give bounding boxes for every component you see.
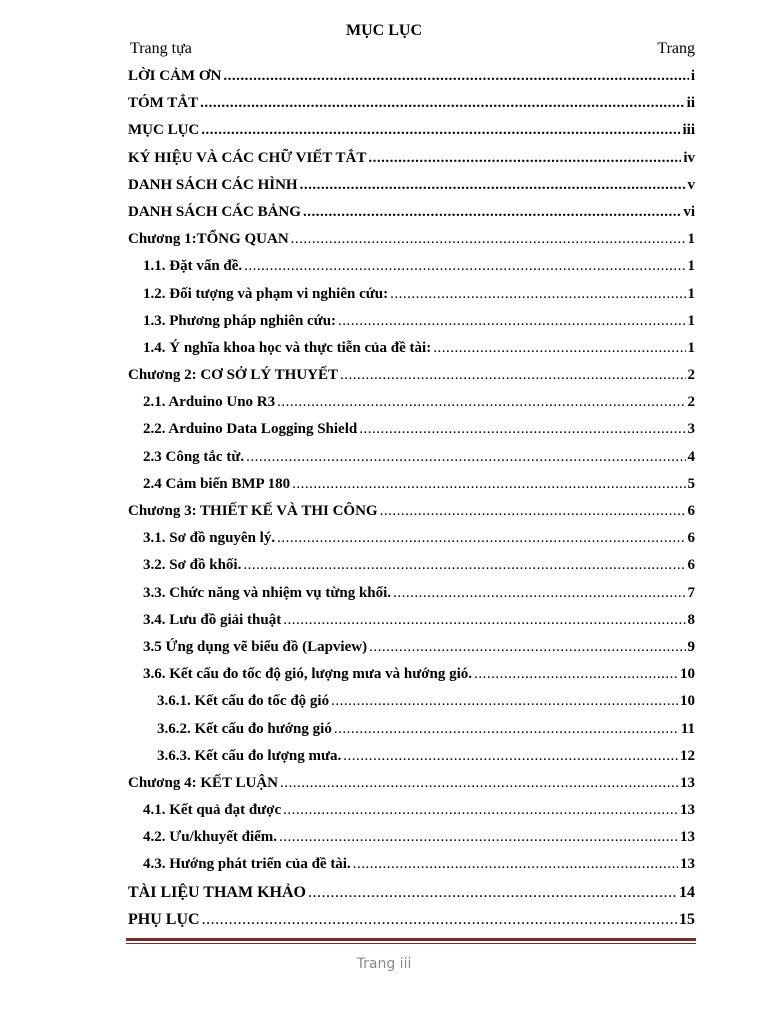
- toc-leader-dots: [474, 661, 678, 688]
- toc-entry-label: KÝ HIỆU VÀ CÁC CHỮ VIẾT TẮT: [128, 149, 367, 166]
- toc-entry-page: 1: [687, 312, 695, 329]
- toc-entry-page: ii: [686, 95, 695, 112]
- toc-entry-label: TÓM TẮT: [128, 95, 199, 112]
- toc-entry[interactable]: [0, 117, 768, 144]
- toc-entry-page: 1: [687, 231, 695, 248]
- toc-entry-page: 6: [687, 557, 695, 574]
- toc-entry[interactable]: [0, 688, 768, 715]
- toc-leader-dots: [291, 226, 686, 253]
- toc-leader-dots: [223, 63, 688, 90]
- toc-entry-page: 10: [680, 693, 695, 710]
- toc-entry-label: 3.1. Sơ đồ nguyên lý.: [143, 530, 276, 547]
- toc-entry[interactable]: [0, 145, 768, 172]
- toc-leader-dots: [380, 498, 686, 525]
- toc-entry-page: 3: [687, 421, 695, 438]
- toc-leader-dots: [277, 389, 685, 416]
- toc-entry[interactable]: [0, 172, 768, 199]
- toc-leader-dots: [200, 90, 685, 117]
- toc-leader-dots: [277, 525, 685, 552]
- toc-entry[interactable]: [0, 906, 768, 933]
- toc-entry[interactable]: [0, 471, 768, 498]
- page-number: Trang iii: [356, 956, 412, 972]
- toc-entry[interactable]: [0, 226, 768, 253]
- toc-entry-label: 1.3. Phương pháp nghiên cứu:: [143, 312, 337, 329]
- toc-entry[interactable]: [0, 90, 768, 117]
- toc-entry-page: 2: [687, 367, 695, 384]
- toc-entry[interactable]: [0, 389, 768, 416]
- toc-entry-label: 3.6.3. Kết cấu đo lượng mưa.: [157, 747, 342, 764]
- toc-leader-dots: [202, 906, 677, 933]
- toc-entry[interactable]: [0, 416, 768, 443]
- toc-leader-dots: [303, 199, 681, 226]
- toc-entry-page: iii: [682, 122, 695, 139]
- toc-entry[interactable]: [0, 743, 768, 770]
- toc-entry-label: 3.6.2. Kết cấu đo hướng gió: [157, 720, 332, 737]
- toc-entry[interactable]: [0, 281, 768, 308]
- toc-entry-label: 3.2. Sơ đồ khối.: [143, 557, 242, 574]
- toc-entry-page: vi: [683, 203, 695, 220]
- toc-entry[interactable]: [0, 362, 768, 389]
- toc-entry-page: 11: [680, 720, 695, 737]
- toc-entry-label: Chương 2: CƠ SỞ LÝ THUYẾT: [128, 367, 338, 384]
- toc-entry[interactable]: [0, 824, 768, 851]
- toc-entry[interactable]: [0, 851, 768, 878]
- toc-leader-dots: [340, 362, 686, 389]
- toc-entry-label: TÀI LIỆU THAM KHẢO: [128, 883, 306, 901]
- toc-entry-label: 4.1. Kết quả đạt được: [143, 802, 282, 819]
- toc-entry-page: 9: [687, 638, 695, 655]
- footer-rule-thin: [126, 943, 696, 944]
- toc-leader-dots: [246, 444, 685, 471]
- toc-entry[interactable]: [0, 199, 768, 226]
- toc-entry-label: 1.4. Ý nghĩa khoa học và thực tiễn của đề tài:: [143, 339, 432, 356]
- toc-leader-dots: [390, 281, 685, 308]
- toc-leader-dots: [308, 879, 677, 906]
- toc-entry-page: 1: [687, 285, 695, 302]
- toc-entry-page: iv: [683, 149, 695, 166]
- toc-entry-label: Chương 4: KẾT LUẬN: [128, 774, 278, 791]
- toc-entry-label: 1.1. Đặt vấn đề.: [143, 258, 243, 275]
- toc-entry-label: 3.6.1. Kết cấu đo tốc độ gió: [157, 693, 330, 710]
- toc-leader-dots: [331, 688, 678, 715]
- toc-entry-page: 4: [687, 448, 695, 465]
- toc-entry-page: 1: [687, 258, 695, 275]
- toc-leader-dots: [343, 743, 678, 770]
- toc-entry[interactable]: [0, 335, 768, 362]
- toc-entry-label: 3.4. Lưu đồ giải thuật: [143, 611, 282, 628]
- toc-entry[interactable]: [0, 607, 768, 634]
- toc-entry-page: 7: [687, 584, 695, 601]
- toc-entry-label: 2.1. Arduino Uno R3: [143, 394, 276, 411]
- toc-leader-dots: [279, 824, 678, 851]
- toc-entry-page: 6: [687, 530, 695, 547]
- toc-leader-dots: [283, 607, 685, 634]
- toc-entry-label: DANH SÁCH CÁC BẢNG: [128, 203, 301, 220]
- toc-leader-dots: [300, 172, 686, 199]
- toc-entry-page: 5: [687, 475, 695, 492]
- toc-leader-dots: [292, 471, 685, 498]
- toc-entry-label: 3.5 Ứng dụng vẽ biểu đồ (Lapview): [143, 638, 368, 655]
- toc-entry-page: 13: [680, 829, 695, 846]
- toc-entry-page: v: [687, 176, 695, 193]
- toc-entry-page: 13: [680, 774, 695, 791]
- toc-entry-page: 8: [687, 611, 695, 628]
- toc-leader-dots: [393, 580, 685, 607]
- toc-entry-label: 2.2. Arduino Data Logging Shield: [143, 421, 358, 438]
- toc-entry[interactable]: [0, 63, 768, 90]
- toc-entry-page: 1: [687, 339, 695, 356]
- toc-title: MỤC LỤC: [346, 22, 422, 39]
- toc-leader-dots: [201, 117, 680, 144]
- toc-entry[interactable]: [0, 770, 768, 797]
- toc-leader-dots: [369, 634, 685, 661]
- column-label-left: Trang tựa: [130, 40, 192, 57]
- toc-entry[interactable]: [0, 797, 768, 824]
- toc-entry[interactable]: [0, 308, 768, 335]
- toc-entry-page: i: [690, 68, 695, 84]
- toc-entry-label: 4.2. Ưu/khuyết điểm.: [143, 829, 278, 846]
- toc-leader-dots: [280, 770, 678, 797]
- column-label-right: Trang: [657, 40, 695, 57]
- toc-entry-page: 10: [680, 666, 695, 683]
- toc-entry[interactable]: [0, 444, 768, 471]
- toc-entry-page: 2: [687, 394, 695, 411]
- toc-leader-dots: [283, 797, 678, 824]
- toc-entry-label: MỤC LỤC: [128, 122, 200, 139]
- toc-entry-label: PHỤ LỤC: [128, 910, 200, 928]
- toc-entry[interactable]: [0, 525, 768, 552]
- toc-entry[interactable]: [0, 253, 768, 280]
- toc-entry-label: 3.3. Chức năng và nhiệm vụ từng khối.: [143, 584, 392, 601]
- toc-entry-label: LỜI CẢM ƠN: [128, 68, 222, 84]
- toc-entry-page: 13: [680, 856, 695, 873]
- toc-entry[interactable]: [0, 498, 768, 525]
- toc-entry-page: 15: [679, 910, 695, 928]
- toc-entry[interactable]: [0, 580, 768, 607]
- toc-entry-label: 2.4 Cảm biến BMP 180: [143, 475, 291, 492]
- toc-entry-label: 3.6. Kết cấu đo tốc độ gió, lượng mưa và hướng gió.: [143, 666, 473, 683]
- toc-leader-dots: [359, 416, 685, 443]
- toc-leader-dots: [334, 716, 679, 743]
- toc-entry-label: 1.2. Đối tượng và phạm vi nghiên cứu:: [143, 285, 389, 302]
- toc-entry[interactable]: [0, 879, 768, 906]
- toc-leader-dots: [368, 145, 681, 172]
- toc-entry-page: 6: [687, 503, 695, 519]
- toc-entry[interactable]: [0, 552, 768, 579]
- toc-leader-dots: [353, 851, 678, 878]
- toc-entry[interactable]: [0, 661, 768, 688]
- toc-entry[interactable]: [0, 716, 768, 743]
- table-of-contents: [0, 63, 768, 933]
- toc-entry-label: Chương 3: THIẾT KẾ VÀ THI CÔNG: [128, 503, 378, 519]
- toc-entry-label: 2.3 Công tắc từ.: [143, 448, 245, 465]
- toc-entry-page: 13: [680, 802, 695, 819]
- footer-rule: [126, 938, 696, 941]
- toc-entry-label: 4.3. Hướng phát triển của đề tài.: [143, 856, 351, 873]
- toc-entry-page: 14: [679, 883, 695, 901]
- toc-entry-label: Chương 1:TỔNG QUAN: [128, 231, 289, 248]
- toc-leader-dots: [243, 552, 685, 579]
- toc-entry[interactable]: [0, 634, 768, 661]
- toc-leader-dots: [338, 308, 685, 335]
- toc-leader-dots: [244, 253, 685, 280]
- toc-leader-dots: [433, 335, 685, 362]
- toc-entry-label: DANH SÁCH CÁC HÌNH: [128, 176, 298, 193]
- toc-entry-page: 12: [680, 747, 695, 764]
